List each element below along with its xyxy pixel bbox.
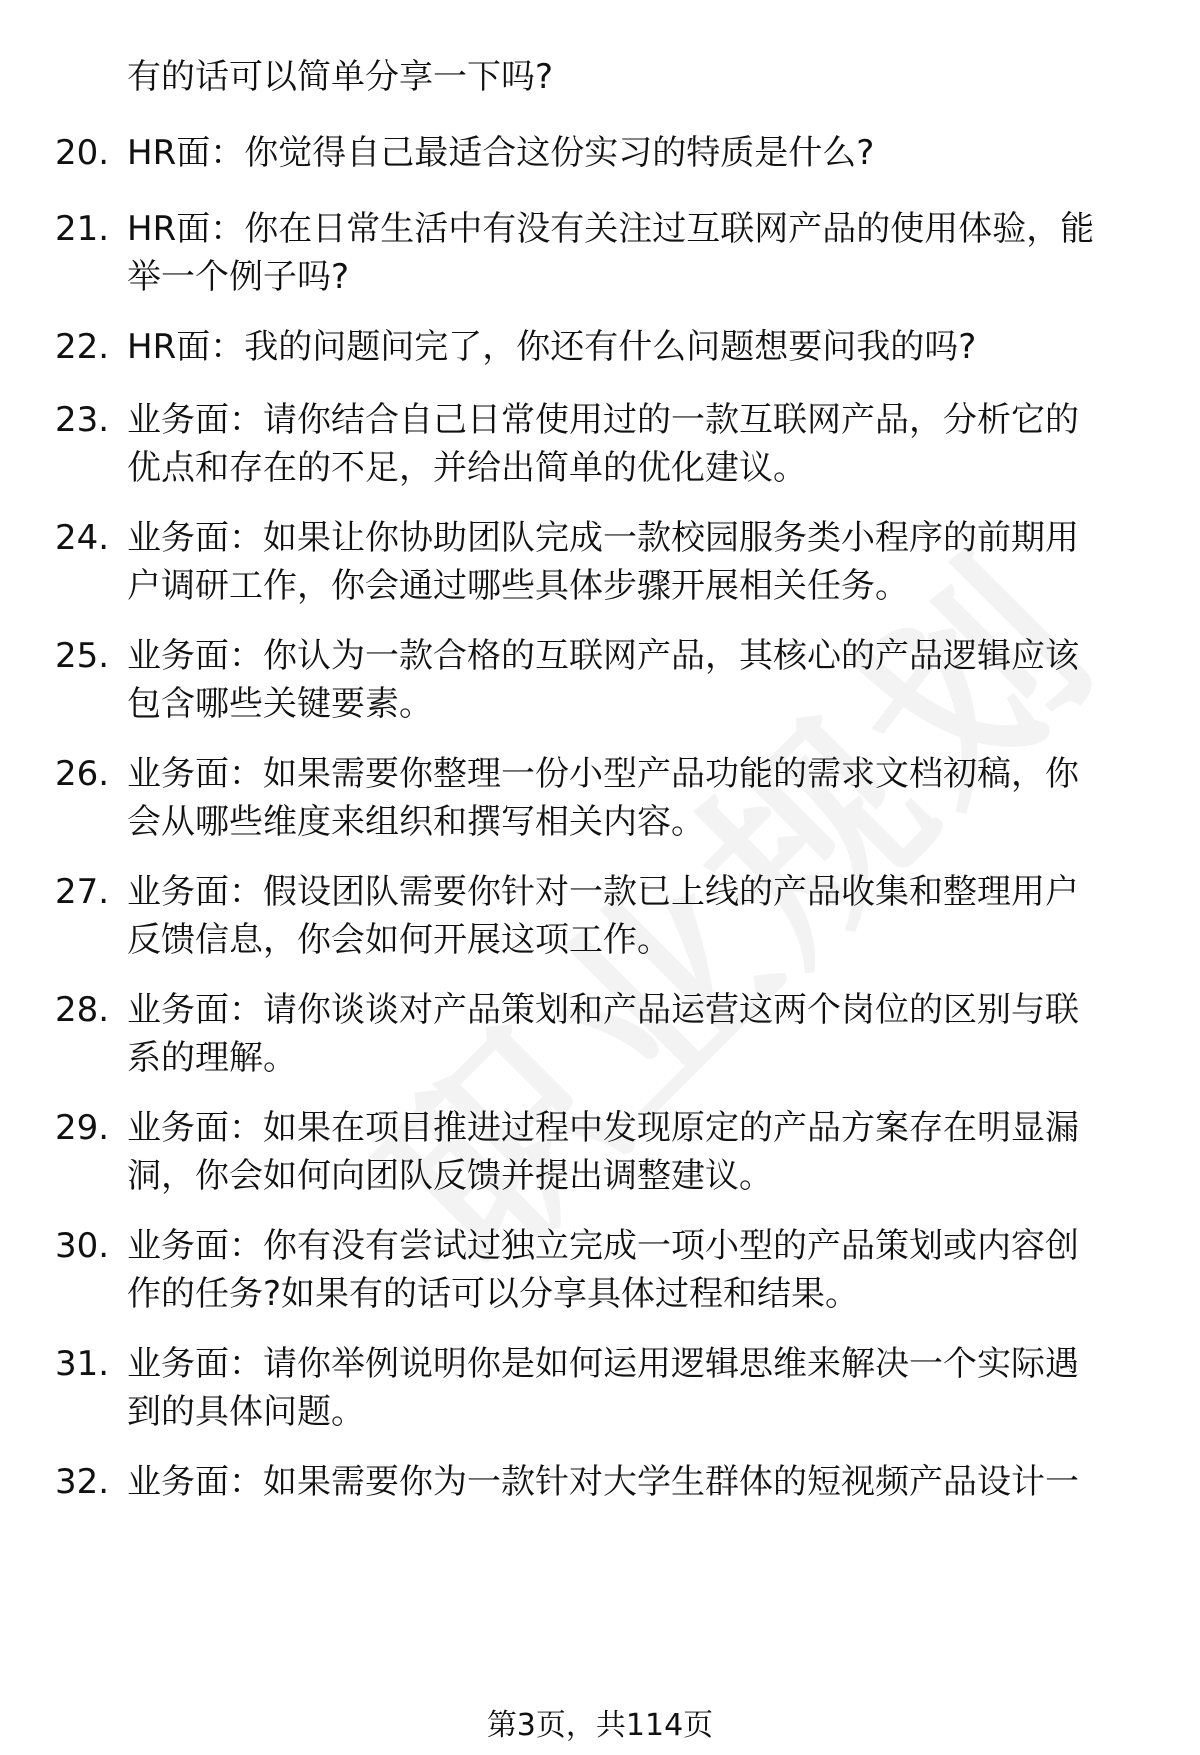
question-line: 举一个例子吗? — [127, 257, 350, 297]
question-line: 业务面：如果需要你整理一份小型产品功能的需求文档初稿，你 — [127, 754, 1079, 794]
question-number: 28. — [55, 990, 110, 1030]
question-line: 优点和存在的不足，并给出简单的优化建议。 — [127, 448, 807, 488]
question-line: 洞，你会如何向团队反馈并提出调整建议。 — [127, 1156, 773, 1196]
question-line: 业务面：请你结合自己日常使用过的一款互联网产品，分析它的 — [127, 400, 1079, 440]
question-number: 20. — [55, 133, 110, 173]
question-number: 31. — [55, 1344, 110, 1384]
question-line: 包含哪些关键要素。 — [127, 684, 433, 724]
question-line: 作的任务?如果有的话可以分享具体过程和结果。 — [127, 1274, 860, 1314]
page-footer: 第3页，共114页 — [486, 1708, 714, 1743]
question-number: 27. — [55, 872, 110, 912]
question-line: 户调研工作，你会通过哪些具体步骤开展相关任务。 — [127, 566, 909, 606]
question-line: 业务面：请你举例说明你是如何运用逻辑思维来解决一个实际遇 — [127, 1344, 1079, 1384]
question-line: 到的具体问题。 — [127, 1392, 365, 1432]
question-line: HR面：你在日常生活中有没有关注过互联网产品的使用体验，能 — [127, 209, 1095, 249]
question-line: 业务面：你有没有尝试过独立完成一项小型的产品策划或内容创 — [127, 1226, 1079, 1266]
question-line: 系的理解。 — [127, 1038, 297, 1078]
question-line: 业务面：如果需要你为一款针对大学生群体的短视频产品设计一 — [127, 1462, 1079, 1502]
question-line: 反馈信息，你会如何开展这项工作。 — [127, 920, 671, 960]
question-number: 22. — [55, 327, 110, 367]
question-number: 29. — [55, 1108, 110, 1148]
question-line: 业务面：你认为一款合格的互联网产品，其核心的产品逻辑应该 — [127, 636, 1079, 676]
question-line: HR面：你觉得自己最适合这份实习的特质是什么? — [127, 133, 875, 173]
question-line: 业务面：如果让你协助团队完成一款校园服务类小程序的前期用 — [127, 518, 1079, 558]
question-number: 30. — [55, 1226, 110, 1266]
question-line: 业务面：如果在项目推进过程中发现原定的产品方案存在明显漏 — [127, 1108, 1079, 1148]
question-number: 25. — [55, 636, 110, 676]
question-number: 24. — [55, 518, 110, 558]
question-line: HR面：我的问题问完了，你还有什么问题想要问我的吗? — [127, 327, 977, 367]
question-line: 业务面：假设团队需要你针对一款已上线的产品收集和整理用户 — [127, 872, 1079, 912]
question-number: 26. — [55, 754, 110, 794]
question-number: 32. — [55, 1462, 110, 1502]
question-number: 23. — [55, 400, 110, 440]
continuation-text: 有的话可以简单分享一下吗? — [127, 57, 554, 97]
question-line: 会从哪些维度来组织和撰写相关内容。 — [127, 802, 705, 842]
question-number: 21. — [55, 209, 110, 249]
question-line: 业务面：请你谈谈对产品策划和产品运营这两个岗位的区别与联 — [127, 990, 1079, 1030]
